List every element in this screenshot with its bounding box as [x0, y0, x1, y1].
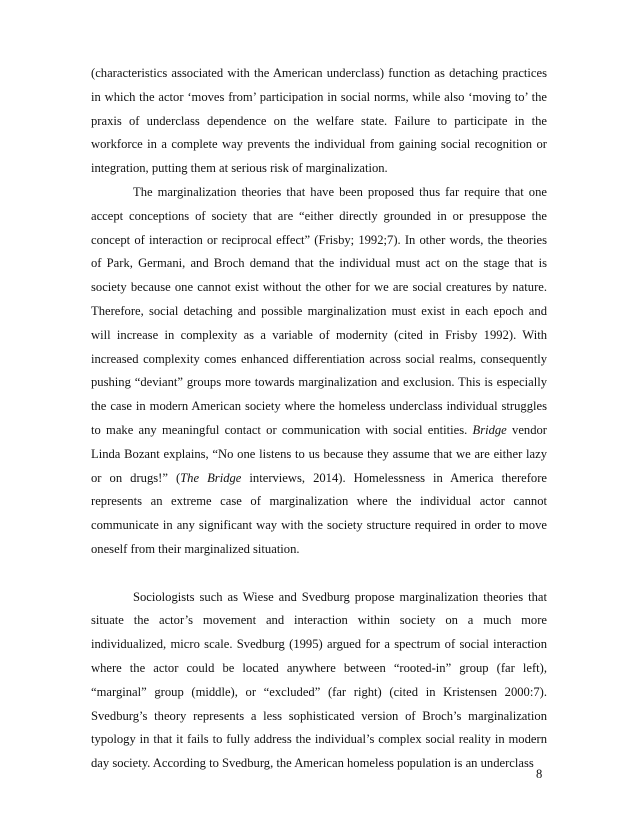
text-segment: interviews, 2014). Homelessness in America therefore represents an extreme case of marginalization where the individual actor cannot communicate in any significant way with the society structure required in order to move oneself from their marginalized situation. [91, 470, 548, 556]
body-text [91, 62, 547, 776]
paragraph-continuation [91, 62, 547, 181]
text-segment: (characteristics associated with the American underclass) function as detaching practices in which the actor ‘moves from’ participation in social norms, while also ‘moving to’ the praxis of underclass dependence on the welfare state. Failure to participate in the workforce in a complete way prevents the individual from gaining social recognition or integration, putting them at serious risk of marginalization. [91, 66, 547, 176]
paragraph-svedburg [91, 586, 547, 776]
text-segment: The marginalization theories that have been proposed thus far require that one accept conceptions of society that are “either directly grounded in or presuppose the concept of interaction or reciprocal effect” (Frisby; 1992;7). In other words, the theories of Park, Germani, and Broch demand that the individual must act on the stage that is society because one cannot exist without the other for we are social creatures by nature. Therefore, social detaching and possible marginalization must exist in each epoch and will increase in complexity as a variable of modernity (cited in Frisby 1992). With increased complexity comes enhanced differentiation across social realms, consequently pushing “deviant” groups more towards marginalization and exclusion. This is especially the case in modern American society where the homeless underclass individual struggles to make any meaningful contact or communication with social entities. [91, 184, 547, 437]
italic-title-the-bridge: The Bridge [180, 470, 242, 485]
text-segment: Sociologists such as Wiese and Svedburg propose marginalization theories that situate the actor’s movement and interaction within society on a much more individualized, micro scale. Svedburg (1995) argued for a spectrum of social interaction where the actor could be located anywhere between “rooted-in” group (far left), “marginal” group (middle), or “excluded” (far right) (cited in Kristensen 2000:7). Svedburg’s theory represents a less sophisticated version of Broch’s marginalization typology in that it fails to fully address the individual’s complex social reality in modern day society. According to Svedburg, the American homeless population is an underclass [91, 589, 547, 771]
italic-title-bridge: Bridge [472, 422, 507, 437]
text-segment: vendor Linda Bozant explains, “No one listens to us because they assume that we are either lazy or on drugs!” ( [91, 422, 547, 485]
paragraph-marginalization-theories [91, 181, 547, 562]
page-number: 8 [536, 767, 543, 781]
